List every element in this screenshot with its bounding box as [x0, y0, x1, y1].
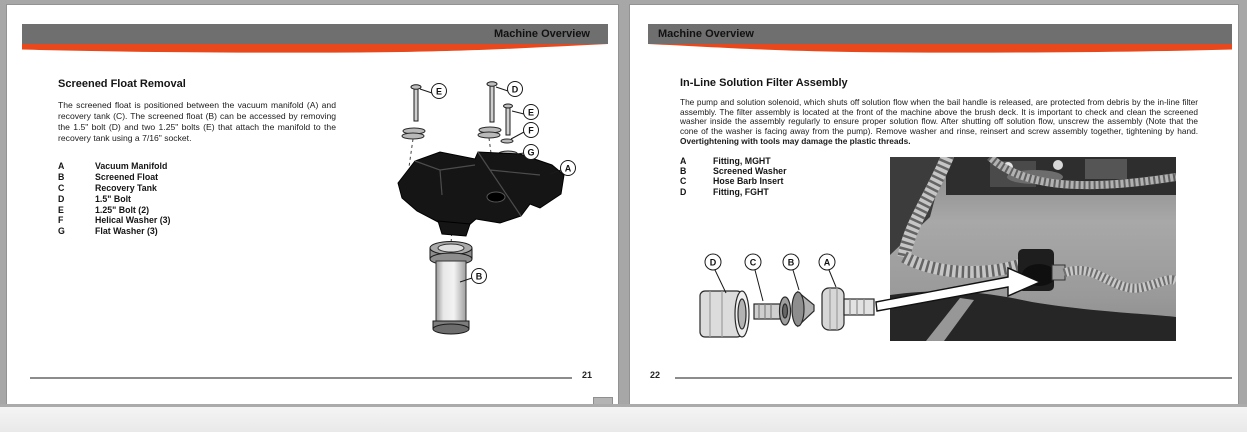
document-page-21	[7, 5, 618, 404]
part-label: Screened Washer	[713, 166, 787, 177]
part-key: E	[58, 204, 64, 215]
part-label: Recovery Tank	[95, 182, 157, 193]
topic-title: In-Line Solution Filter Assembly	[680, 77, 848, 89]
figure-label-B: B	[787, 257, 795, 268]
figure-label-C: C	[749, 257, 757, 268]
part-label: Hose Barb Insert	[713, 176, 784, 187]
page-number: 22	[649, 370, 660, 380]
parts-list-item	[58, 183, 170, 194]
page-21-header-banner	[22, 24, 608, 56]
figure-label-G: G	[527, 147, 535, 158]
part-key: F	[58, 215, 64, 226]
part-key: C	[680, 176, 687, 187]
parts-list-item	[58, 161, 170, 172]
screened-washer-shape	[792, 292, 814, 326]
footer-rule	[30, 377, 572, 379]
parts-list-item	[58, 226, 170, 237]
part-label: Flat Washer (3)	[95, 226, 158, 237]
figure-label-E2: E	[527, 107, 535, 118]
fitting-fght-shape	[700, 291, 749, 337]
part-label: 1.25" Bolt (2)	[95, 204, 150, 215]
figure-label-A: A	[823, 257, 831, 268]
part-key: B	[680, 166, 687, 177]
figure-label-D: D	[709, 257, 717, 268]
section-title: Machine Overview	[658, 28, 754, 40]
part-key: A	[58, 161, 65, 171]
part-label: 1.5" Bolt	[95, 193, 131, 204]
part-key: C	[58, 182, 65, 193]
filter-assembly-figure	[690, 155, 1190, 353]
section-title: Machine Overview	[494, 28, 590, 40]
part-label: Helical Washer (3)	[95, 215, 171, 226]
fitting-mght-shape	[822, 288, 874, 330]
page-22-header-banner	[648, 24, 1232, 56]
figure-label-A: A	[564, 163, 572, 174]
figure-label-E1: E	[435, 86, 443, 97]
parts-list-item	[58, 172, 170, 183]
topic-body-text: The screened float is positioned between the vacuum manifold (A) and recovery tank (C). The screened float (B) can be accessed by removing the 1.5" bolt (D) and two 1.25" bolts (E) that attach the manifold to the recovery tank using a 7/16" socket.	[58, 100, 336, 143]
part-key: G	[58, 226, 65, 237]
figure-label-D: D	[511, 84, 519, 95]
screened-float-shape	[430, 242, 472, 335]
part-key: B	[58, 171, 65, 182]
body-text: The pump and solution solenoid, which shuts off solution flow when the bail handle is released, are protected from debris by the in-line filter assembly. The filter assembly is located at the front of the machine above the brush deck. It is important to check and clean the screened washer inside the assembly regularly to ensure proper solution flow. After shutting off solution flow, unscrew the assembly (Note that the cone of the washer is facing away from the pump). Remove washer and rinse, reinsert and screw assembly together, tightening by hand.	[680, 97, 1198, 137]
part-label: Fitting, MGHT	[713, 156, 771, 166]
figure-label-F: F	[528, 125, 534, 136]
parts-list	[58, 161, 170, 237]
part-key: A	[680, 156, 687, 166]
topic-title: Screened Float Removal	[58, 78, 186, 90]
machine-photo	[890, 155, 1176, 341]
topic-body-text	[680, 98, 1198, 147]
part-key: D	[680, 186, 687, 197]
document-page-22	[630, 5, 1238, 404]
figure-label-B: B	[475, 271, 483, 282]
parts-list-item	[58, 215, 170, 226]
page-number: 21	[581, 370, 592, 380]
part-label: Fitting, FGHT	[713, 186, 769, 197]
parts-list-item	[58, 194, 170, 205]
hose-barb-insert-shape	[754, 297, 791, 325]
navigation-toolbar	[0, 404, 1247, 432]
vacuum-manifold-shape	[398, 152, 564, 226]
footer-rule	[675, 377, 1232, 379]
part-key: D	[58, 193, 65, 204]
parts-list-item	[58, 205, 170, 216]
screened-float-exploded-diagram	[380, 75, 600, 353]
part-label: Vacuum Manifold	[95, 161, 168, 171]
body-text-bold-warning: Overtightening with tools may damage the plastic threads.	[680, 135, 911, 146]
part-label: Screened Float	[95, 171, 159, 182]
